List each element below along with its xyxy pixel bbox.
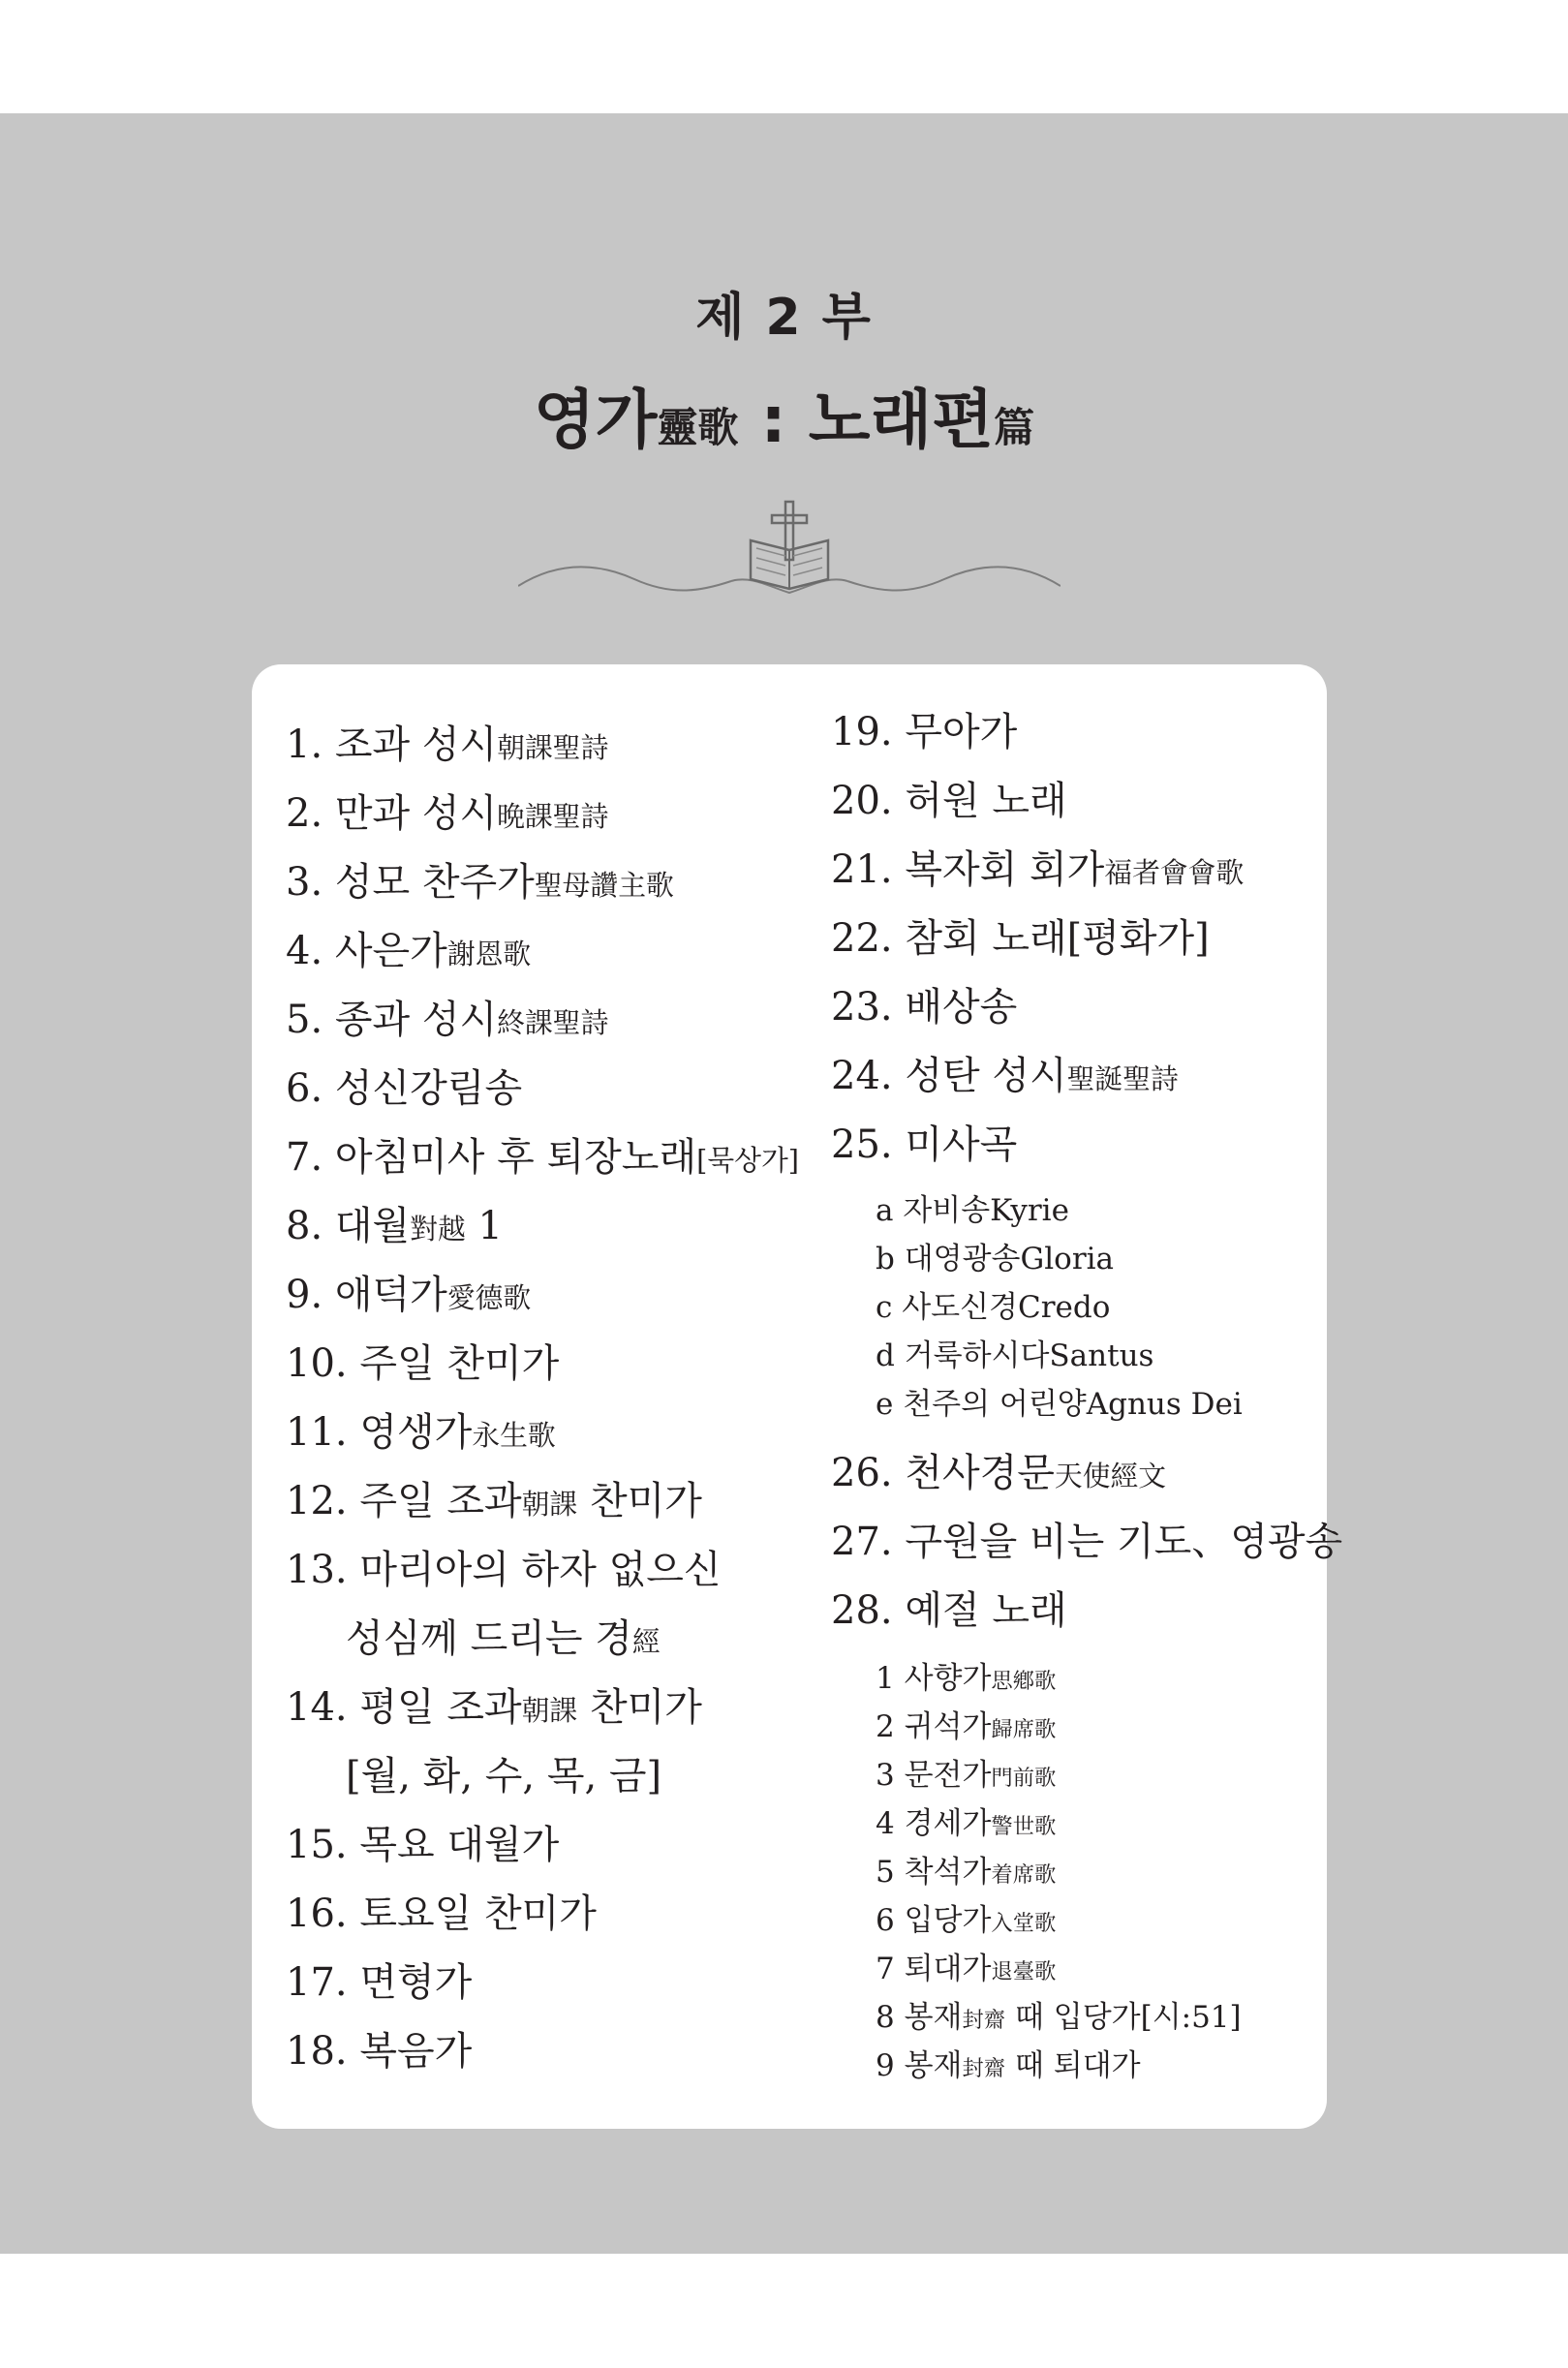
item-title: 구원을 비는 기도、영광송 — [905, 1520, 1343, 1564]
item-title: 만과 성시 — [334, 791, 498, 836]
item-number: 25. — [831, 1122, 893, 1167]
item-number: 20. — [831, 779, 893, 823]
item-title: d 거룩하시다Santus — [876, 1338, 1154, 1373]
item-hanja: 晩課聖詩 — [497, 800, 609, 833]
item-title: 영생가 — [359, 1410, 473, 1455]
contents-item — [831, 846, 1244, 896]
item-title: 아침미사 후 퇴장노래 — [334, 1135, 697, 1180]
item-number: 24. — [831, 1054, 893, 1098]
item-title: 참회 노래[평화가] — [905, 916, 1210, 961]
item-hanja: [묵상가] — [696, 1144, 800, 1177]
rite-subitem — [876, 2046, 1141, 2088]
item-title: 애덕가 — [334, 1273, 447, 1317]
contents-item — [286, 1891, 597, 1937]
item-number: 13. — [286, 1548, 348, 1592]
contents-item — [286, 1134, 799, 1184]
mass-subitem — [876, 1240, 1114, 1278]
item-title: 대월 — [334, 1204, 411, 1248]
item-tail: 때 입당가[시:51] — [1005, 2000, 1242, 2035]
rite-subitem — [876, 1950, 1056, 1991]
item-title: 면형가 — [359, 1960, 473, 2005]
rite-subitem — [876, 1998, 1242, 2040]
item-title: 주일 찬미가 — [359, 1341, 560, 1386]
item-hanja: 入堂歌 — [991, 1911, 1057, 1936]
item-title: b 대영광송Gloria — [876, 1242, 1115, 1276]
item-tail: 때 퇴대가 — [1005, 2048, 1141, 2083]
contents-item — [286, 928, 531, 977]
contents-item — [831, 1450, 1166, 1499]
item-number: 9. — [286, 1273, 323, 1317]
contents-item-continuation — [346, 1615, 661, 1665]
mass-subitem — [876, 1337, 1153, 1375]
item-title: a 자비송Kyrie — [876, 1193, 1069, 1228]
item-hanja: 福者會會歌 — [1104, 856, 1245, 889]
contents-item — [831, 778, 1067, 824]
item-number: 19. — [831, 710, 893, 754]
title-sub: 노래편 — [808, 383, 995, 457]
item-title: 성신강림송 — [334, 1066, 523, 1111]
item-title: 목요 대월가 — [359, 1823, 560, 1867]
item-title: 사은가 — [334, 929, 447, 973]
item-title: 마리아의 하자 없으신 — [359, 1548, 722, 1592]
item-number: 26. — [831, 1451, 893, 1495]
item-title: 종과 성시 — [334, 998, 498, 1042]
item-hanja: 封齋 — [962, 2056, 1006, 2081]
item-number: 14. — [286, 1685, 348, 1730]
part-label: 제 2 부 — [695, 289, 873, 347]
item-title: 7 퇴대가 — [876, 1952, 992, 1986]
rite-subitem — [876, 1901, 1056, 1943]
item-hanja: 聖誕聖詩 — [1066, 1062, 1179, 1095]
title-separator: : — [738, 383, 809, 457]
item-hanja: 對越 — [410, 1213, 466, 1246]
contents-item — [831, 1587, 1067, 1634]
item-hanja: 終課聖詩 — [497, 1006, 609, 1039]
rite-subitem — [876, 1756, 1056, 1798]
contents-item — [286, 1959, 472, 2006]
contents-item — [286, 1822, 559, 1868]
rite-subitem — [876, 1804, 1056, 1846]
contents-item — [286, 859, 674, 908]
item-number: 21. — [831, 847, 893, 892]
item-number: 4. — [286, 929, 323, 973]
item-number: 15. — [286, 1823, 348, 1867]
item-hanja: 聖母讚主歌 — [534, 869, 674, 902]
item-hanja: 永生歌 — [472, 1419, 556, 1452]
item-number: 28. — [831, 1588, 893, 1633]
title-hanja: 靈歌 — [657, 404, 739, 451]
item-hanja: 封齋 — [962, 2008, 1006, 2033]
item-number: 2. — [286, 791, 323, 836]
item-hanja: 朝課 — [521, 1488, 578, 1521]
item-hanja: 退臺歌 — [991, 1959, 1057, 1984]
item-title: 평일 조과 — [359, 1685, 522, 1730]
contents-item — [286, 1203, 503, 1252]
item-title: 9 봉재 — [876, 2048, 963, 2083]
item-title: 주일 조과 — [359, 1479, 522, 1523]
item-hanja: 歸席歌 — [991, 1717, 1057, 1742]
item-hanja: 朝課 — [521, 1694, 578, 1727]
item-title: e 천주의 어린양Agnus Dei — [876, 1387, 1243, 1422]
mass-subitem — [876, 1385, 1243, 1424]
item-number: 1. — [286, 723, 323, 767]
item-number: 7. — [286, 1135, 323, 1180]
item-number: 18. — [286, 2029, 348, 2074]
item-hanja: 謝恩歌 — [446, 938, 532, 970]
item-title: 성심께 드리는 경 — [346, 1616, 632, 1661]
item-hanja: 愛德歌 — [446, 1281, 532, 1314]
item-number: 12. — [286, 1479, 348, 1523]
item-title: 5 착석가 — [876, 1855, 992, 1890]
contents-item — [286, 1547, 722, 1593]
item-title: 4 경세가 — [876, 1806, 992, 1841]
item-number: 17. — [286, 1960, 348, 2005]
item-number: 8. — [286, 1204, 323, 1248]
cross-book-ornament-icon — [518, 494, 1061, 610]
mass-subitem — [876, 1288, 1110, 1327]
item-hanja: 朝課聖詩 — [497, 731, 609, 764]
item-number: 3. — [286, 860, 323, 905]
item-tail: 찬미가 — [577, 1685, 702, 1730]
rite-subitem — [876, 1853, 1056, 1894]
contents-item — [286, 1409, 556, 1459]
rite-subitem — [876, 1707, 1056, 1749]
item-number: 27. — [831, 1520, 893, 1564]
item-hanja: 天使經文 — [1054, 1460, 1167, 1492]
contents-item — [831, 709, 1017, 755]
contents-item — [831, 984, 1017, 1030]
item-title: 성탄 성시 — [905, 1054, 1067, 1098]
contents-item — [286, 1272, 531, 1321]
item-number: 6. — [286, 1066, 323, 1111]
item-number: 10. — [286, 1341, 348, 1386]
contents-item — [831, 1519, 1342, 1565]
item-title: 허원 노래 — [905, 779, 1067, 823]
item-title: 천사경문 — [905, 1451, 1055, 1495]
contents-item — [831, 1122, 1017, 1168]
item-tail: 1 — [465, 1204, 503, 1248]
mass-subitem — [876, 1191, 1069, 1230]
contents-item — [286, 2028, 472, 2075]
title-main: 영가 — [533, 383, 658, 457]
item-hanja: 着席歌 — [991, 1862, 1057, 1888]
item-title: 무아가 — [905, 710, 1018, 754]
item-title: 복자회 회가 — [905, 847, 1105, 892]
item-hanja: 門前歌 — [991, 1766, 1057, 1791]
item-title: 3 문전가 — [876, 1758, 992, 1793]
item-number: 22. — [831, 916, 893, 961]
contents-item — [286, 1340, 559, 1387]
title-sub-hanja: 篇 — [994, 404, 1035, 451]
item-number: 11. — [286, 1410, 348, 1455]
contents-item — [286, 1478, 702, 1527]
contents-item — [286, 790, 608, 840]
item-title: 배상송 — [905, 985, 1018, 1030]
item-title: 2 귀석가 — [876, 1709, 992, 1744]
item-title: [월, 화, 수, 목, 금] — [346, 1754, 662, 1799]
item-title: 6 입당가 — [876, 1903, 992, 1938]
contents-item — [286, 1065, 522, 1112]
item-title: 성모 찬주가 — [334, 860, 535, 905]
item-hanja: 警世歌 — [991, 1814, 1057, 1839]
item-number: 16. — [286, 1891, 348, 1936]
item-title: 8 봉재 — [876, 2000, 963, 2035]
item-title: 1 사향가 — [876, 1661, 992, 1696]
item-hanja: 經 — [631, 1625, 661, 1658]
contents-item — [286, 997, 608, 1046]
contents-item — [286, 722, 608, 771]
contents-item — [831, 1053, 1179, 1102]
item-title: 토요일 찬미가 — [359, 1891, 597, 1936]
item-title: 미사곡 — [905, 1122, 1018, 1167]
item-number: 23. — [831, 985, 893, 1030]
item-title: 복음가 — [359, 2029, 473, 2074]
contents-item-continuation — [346, 1753, 661, 1799]
item-title: 예절 노래 — [905, 1588, 1067, 1633]
contents-item — [831, 915, 1210, 962]
section-title — [0, 368, 1568, 460]
contents-item — [286, 1684, 702, 1734]
item-title: c 사도신경Credo — [876, 1290, 1111, 1325]
item-number: 5. — [286, 998, 323, 1042]
item-hanja: 思鄕歌 — [991, 1669, 1057, 1694]
item-title: 조과 성시 — [334, 723, 498, 767]
item-tail: 찬미가 — [577, 1479, 702, 1523]
rite-subitem — [876, 1659, 1056, 1701]
